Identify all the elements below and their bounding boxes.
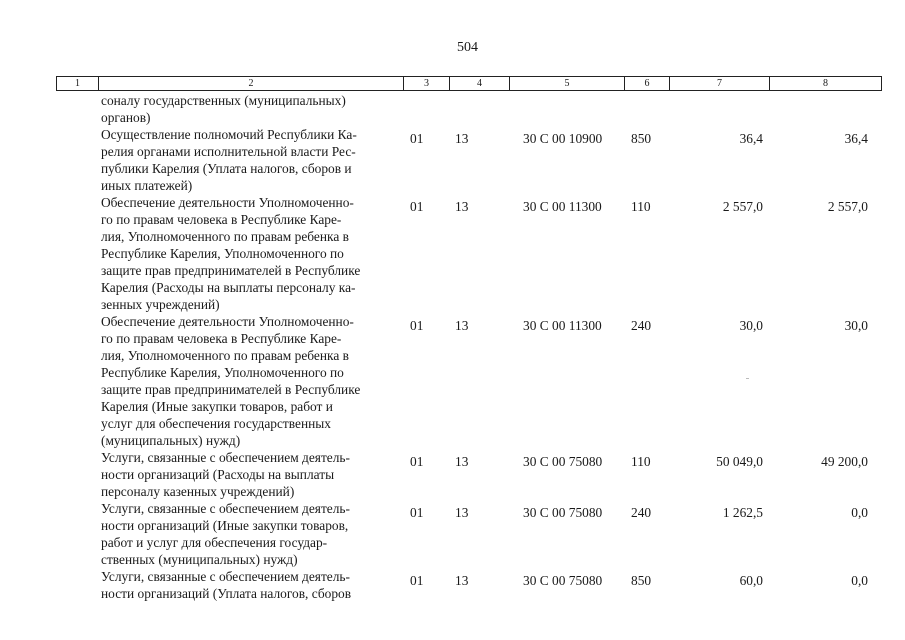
description-line: Карелия (Иные закупки товаров, работ и bbox=[101, 399, 333, 414]
cell-col-6: 110 bbox=[631, 454, 651, 469]
description-line: защите прав предпринимателей в Республике bbox=[101, 382, 361, 397]
cell-col-3: 01 bbox=[410, 199, 424, 214]
cell-col-8: 49 200,0 bbox=[821, 454, 868, 469]
cell-col-4: 13 bbox=[455, 131, 469, 146]
cell-col-6: 240 bbox=[631, 505, 652, 520]
table-row bbox=[0, 194, 905, 313]
description-line: Услуги, связанные с обеспечением деятель- bbox=[101, 569, 351, 584]
description-line: ности организаций (Расходы на выплаты bbox=[101, 467, 335, 482]
row-description bbox=[101, 126, 401, 194]
description-line: Карелия (Расходы на выплаты персоналу ка- bbox=[101, 280, 356, 295]
cell-col-7: 60,0 bbox=[739, 573, 763, 588]
description-line: Услуги, связанные с обеспечением деятель- bbox=[101, 450, 351, 465]
description-line: Услуги, связанные с обеспечением деятель- bbox=[101, 501, 351, 516]
cell-col-4: 13 bbox=[455, 573, 469, 588]
description-line: лия, Уполномоченного по правам ребенка в bbox=[101, 348, 349, 363]
row-description bbox=[101, 449, 401, 500]
cell-col-4: 13 bbox=[455, 318, 469, 333]
header-col-1: 1 bbox=[57, 77, 99, 90]
cell-col-5: 30 С 00 11300 bbox=[523, 199, 602, 214]
cell-col-3: 01 bbox=[410, 573, 424, 588]
cell-col-7: 50 049,0 bbox=[716, 454, 763, 469]
header-col-6: 6 bbox=[625, 77, 670, 90]
cell-col-4: 13 bbox=[455, 199, 469, 214]
scan-artifact bbox=[746, 378, 749, 379]
cell-col-4: 13 bbox=[455, 454, 469, 469]
description-line: ственных (муниципальных) нужд) bbox=[101, 552, 298, 567]
cell-col-8: 36,4 bbox=[844, 131, 868, 146]
table-row bbox=[0, 92, 905, 126]
description-line: ности организаций (Уплата налогов, сборов bbox=[101, 586, 352, 601]
table-row bbox=[0, 313, 905, 449]
cell-col-3: 01 bbox=[410, 505, 424, 520]
row-description bbox=[101, 194, 401, 313]
table-body bbox=[0, 92, 905, 602]
description-line: Обеспечение деятельности Уполномоченно- bbox=[101, 195, 354, 210]
description-line: защите прав предпринимателей в Республике bbox=[101, 263, 361, 278]
header-col-5: 5 bbox=[510, 77, 625, 90]
description-line: Осуществление полномочий Республики Ка- bbox=[101, 127, 357, 142]
table-header-row bbox=[56, 76, 882, 91]
description-line: органов) bbox=[101, 110, 151, 125]
row-description bbox=[101, 568, 401, 602]
description-line: Республике Карелия, Уполномоченного по bbox=[101, 246, 344, 261]
cell-col-5: 30 С 00 75080 bbox=[523, 573, 603, 588]
row-description bbox=[101, 92, 401, 126]
description-line: зенных учреждений) bbox=[101, 297, 220, 312]
header-col-7: 7 bbox=[670, 77, 770, 90]
description-line: ности организаций (Иные закупки товаров, bbox=[101, 518, 349, 533]
description-line: Республике Карелия, Уполномоченного по bbox=[101, 365, 344, 380]
cell-col-3: 01 bbox=[410, 454, 424, 469]
cell-col-6: 850 bbox=[631, 573, 652, 588]
description-line: го по правам человека в Республике Каре- bbox=[101, 212, 342, 227]
cell-col-5: 30 С 00 75080 bbox=[523, 454, 603, 469]
row-description bbox=[101, 313, 401, 449]
table-row bbox=[0, 126, 905, 194]
description-line: публики Карелия (Уплата налогов, сборов и bbox=[101, 161, 352, 176]
description-line: Обеспечение деятельности Уполномоченно- bbox=[101, 314, 354, 329]
cell-col-8: 2 557,0 bbox=[827, 199, 868, 214]
cell-col-8: 30,0 bbox=[844, 318, 868, 333]
cell-col-3: 01 bbox=[410, 131, 424, 146]
row-description bbox=[101, 500, 401, 568]
cell-col-6: 850 bbox=[631, 131, 652, 146]
description-line: работ и услуг для обеспечения государ- bbox=[101, 535, 328, 550]
cell-col-5: 30 С 00 10900 bbox=[523, 131, 603, 146]
description-line: (муниципальных) нужд) bbox=[101, 433, 241, 448]
cell-col-8: 0,0 bbox=[851, 573, 868, 588]
cell-col-8: 0,0 bbox=[851, 505, 868, 520]
description-line: релия органами исполнительной власти Рес- bbox=[101, 144, 356, 159]
header-col-3: 3 bbox=[404, 77, 450, 90]
cell-col-4: 13 bbox=[455, 505, 469, 520]
description-line: го по правам человека в Республике Каре- bbox=[101, 331, 342, 346]
header-col-4: 4 bbox=[450, 77, 510, 90]
description-line: услуг для обеспечения государственных bbox=[101, 416, 331, 431]
description-line: лия, Уполномоченного по правам ребенка в bbox=[101, 229, 349, 244]
table-row bbox=[0, 500, 905, 568]
cell-col-6: 110 bbox=[631, 199, 651, 214]
cell-col-3: 01 bbox=[410, 318, 424, 333]
cell-col-5: 30 С 00 11300 bbox=[523, 318, 602, 333]
page-number: 504 bbox=[457, 40, 478, 55]
cell-col-7: 36,4 bbox=[739, 131, 763, 146]
cell-col-7: 30,0 bbox=[739, 318, 763, 333]
cell-col-6: 240 bbox=[631, 318, 652, 333]
description-line: иных платежей) bbox=[101, 178, 193, 193]
header-col-8: 8 bbox=[823, 78, 828, 89]
cell-col-7: 2 557,0 bbox=[722, 199, 763, 214]
table-row bbox=[0, 568, 905, 602]
description-line: соналу государственных (муниципальных) bbox=[101, 93, 346, 108]
cell-col-7: 1 262,5 bbox=[722, 505, 763, 520]
header-col-2: 2 bbox=[99, 77, 404, 90]
cell-col-5: 30 С 00 75080 bbox=[523, 505, 603, 520]
description-line: персоналу казенных учреждений) bbox=[101, 484, 295, 499]
table-row bbox=[0, 449, 905, 500]
